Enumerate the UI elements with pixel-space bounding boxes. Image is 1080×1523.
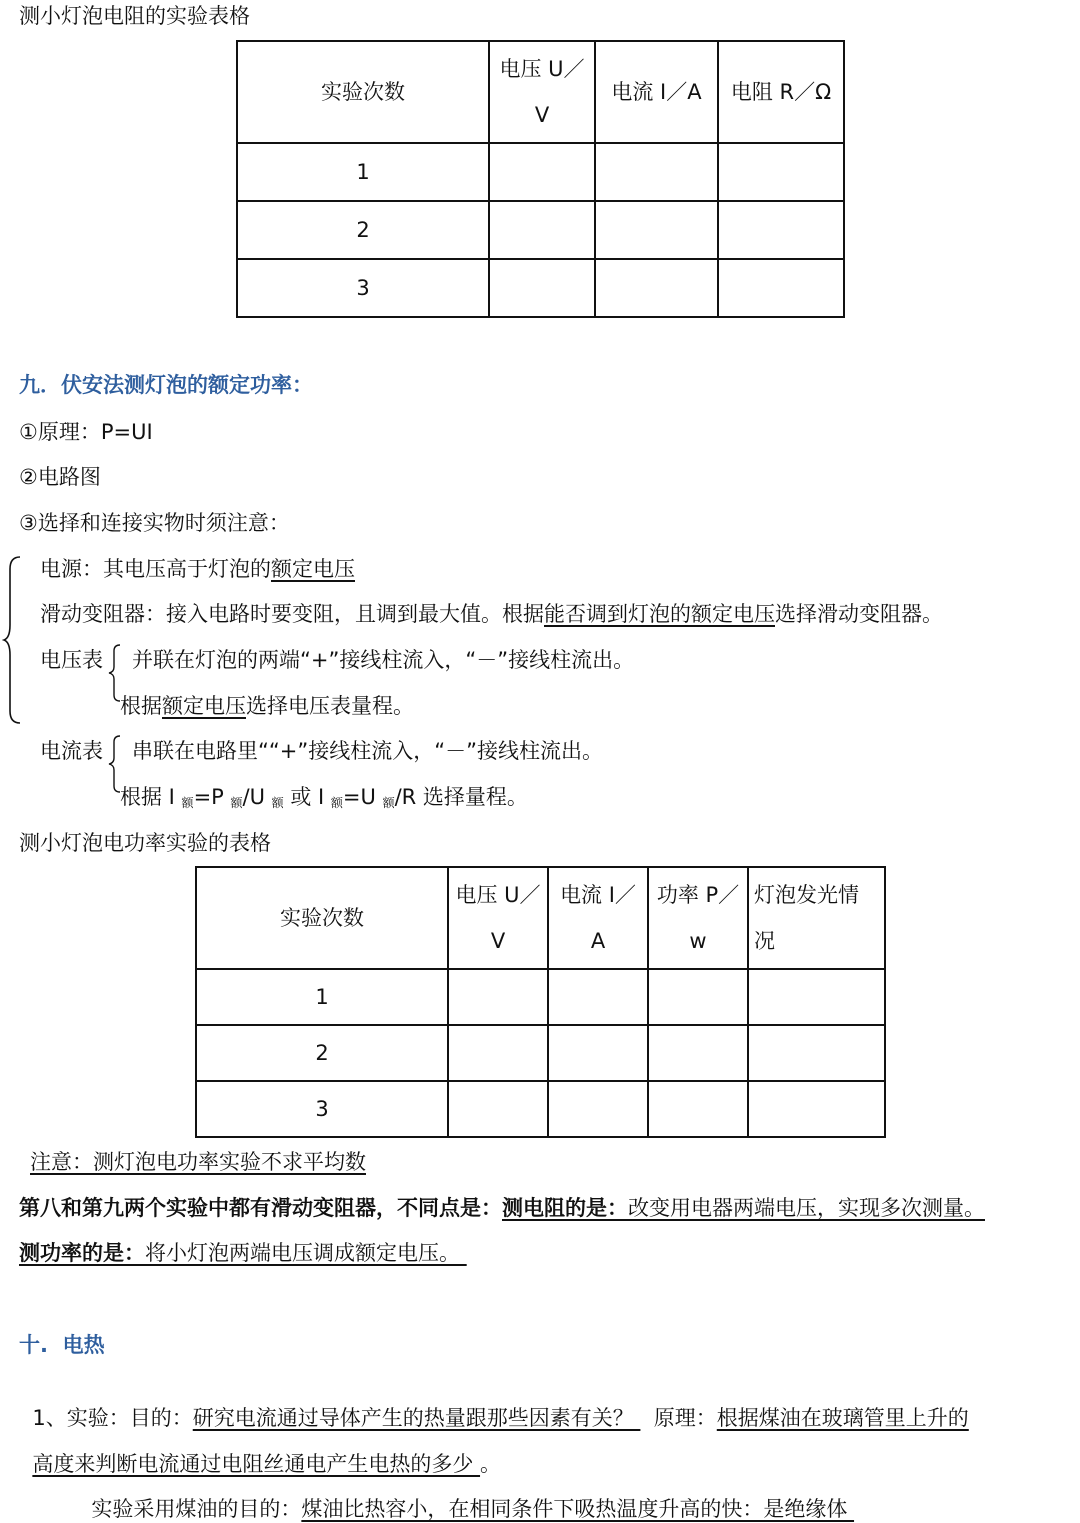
section-ten-title: 十. 电热 bbox=[19, 1333, 105, 1357]
header-trial-count: 实验次数 bbox=[196, 867, 448, 969]
rheostat-line: 滑动变阻器：接入电路时要变阻，且调到最大值。根据能否调到灯泡的额定电压选择滑动变阻器。 bbox=[40, 602, 943, 626]
heat-experiment-line-2: 高度来判断电流通过电阻丝通电产生电热的多少 。 bbox=[32, 1452, 502, 1476]
ammeter-line-1: 串联在电路里““+”接线柱流入，“－”接线柱流出。 bbox=[132, 739, 603, 763]
resistance-table-caption: 测小灯泡电阻的实验表格 bbox=[19, 4, 250, 28]
table-row: 1 bbox=[237, 143, 489, 201]
section-nine-title: 九．伏安法测灯泡的额定功率： bbox=[19, 373, 313, 397]
heat-experiment-line-1: 1、实验：目的：研究电流通过导体产生的热量跟那些因素有关？ 原理：根据煤油在玻璃管里上升的 bbox=[32, 1406, 969, 1430]
power-source-line: 电源：其电压高于灯泡的额定电压 bbox=[40, 557, 355, 581]
header-current: 电流 I／ A bbox=[548, 867, 648, 969]
header-voltage: 电压 U／ V bbox=[489, 41, 595, 143]
comparison-line-1: 第八和第九两个实验中都有滑动变阻器，不同点是：测电阻的是：改变用电器两端电压，实现多次测量。 bbox=[19, 1196, 985, 1220]
voltmeter-label: 电压表 bbox=[40, 648, 103, 672]
header-resistance: 电阻 R／Ω bbox=[718, 41, 844, 143]
curly-brace-icon bbox=[2, 555, 24, 725]
power-table bbox=[195, 866, 886, 1138]
comparison-line-2: 测功率的是：将小灯泡两端电压调成额定电压。 bbox=[19, 1241, 467, 1265]
header-voltage: 电压 U／ V bbox=[448, 867, 548, 969]
table-row: 1 bbox=[196, 969, 448, 1025]
table-row: 3 bbox=[237, 259, 489, 317]
header-brightness: 灯泡发光情 况 bbox=[748, 867, 885, 969]
voltmeter-line-2: 根据额定电压选择电压表量程。 bbox=[120, 694, 414, 718]
circuit-diagram-line: ②电路图 bbox=[19, 465, 101, 489]
resistance-table bbox=[236, 40, 845, 318]
header-current: 电流 I／A bbox=[595, 41, 718, 143]
table-row: 2 bbox=[237, 201, 489, 259]
header-trial-count: 实验次数 bbox=[237, 41, 489, 143]
principle-line: ①原理：P=UI bbox=[19, 420, 153, 444]
power-table-caption: 测小灯泡电功率实验的表格 bbox=[19, 831, 271, 855]
ammeter-line-2: 根据 I $_额$=P $_额$/U $_额$ 或 I $_额$=U $_额$/R 选择量程。 bbox=[120, 785, 528, 810]
connection-notes-line: ③选择和连接实物时须注意： bbox=[19, 511, 290, 535]
header-power: 功率 P／ w bbox=[648, 867, 748, 969]
ammeter-label: 电流表 bbox=[40, 739, 103, 763]
table-row: 2 bbox=[196, 1025, 448, 1081]
table-row: 3 bbox=[196, 1081, 448, 1137]
heat-experiment-line-3: 实验采用煤油的目的：煤油比热容小，在相同条件下吸热温度升高的快：是绝缘体 bbox=[91, 1497, 855, 1521]
average-note: 注意：测灯泡电功率实验不求平均数 bbox=[30, 1150, 366, 1174]
voltmeter-line-1: 并联在灯泡的两端“+”接线柱流入，“－”接线柱流出。 bbox=[132, 648, 635, 672]
